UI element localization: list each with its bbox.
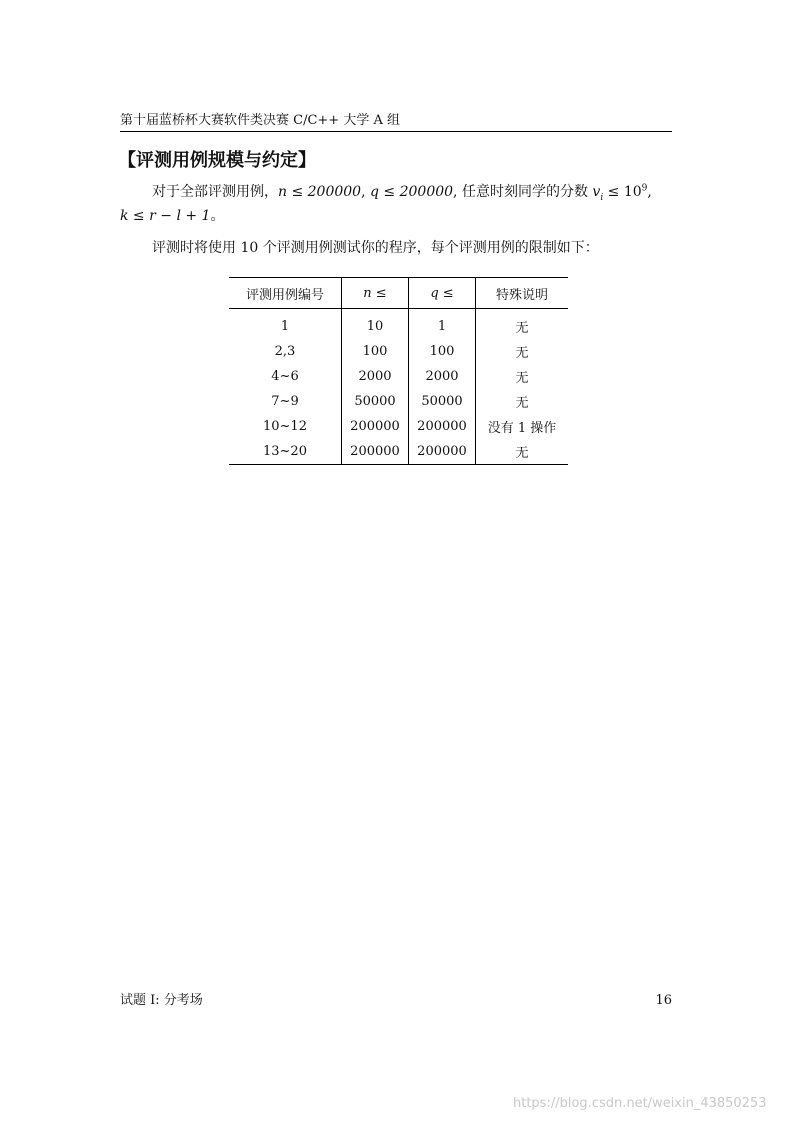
cell-notes: 无 <box>476 364 569 389</box>
table-row <box>229 439 568 465</box>
cell-notes: 无 <box>476 309 569 340</box>
cell-q-limit: 2000 <box>409 364 476 389</box>
table-row <box>229 389 568 414</box>
cell-case-id: 2,3 <box>274 344 296 359</box>
col-n-limit: n ≤ <box>342 278 409 309</box>
col-notes: 特殊说明 <box>476 278 569 309</box>
test-case-limits-table <box>229 277 568 465</box>
cell-case-id: 4~6 <box>271 369 299 384</box>
cell-n-limit: 100 <box>342 339 409 364</box>
v-exponent: 9 <box>641 183 648 194</box>
q-bound: q ≤ 200000 <box>370 184 454 200</box>
k-bound: k ≤ r − l + 1 <box>120 208 211 224</box>
col-q-limit: q ≤ <box>409 278 476 309</box>
v-subscript: i <box>600 192 604 203</box>
para1-sep: , <box>361 184 370 200</box>
cell-case-id: 10~12 <box>263 419 307 434</box>
cell-case-id: 13~20 <box>263 444 307 459</box>
table-row <box>229 309 568 340</box>
cell-n-limit: 2000 <box>342 364 409 389</box>
constraints-paragraph <box>120 180 672 228</box>
section-title: 【评测用例规模与约定】 <box>118 150 316 171</box>
cell-n-limit: 10 <box>342 309 409 340</box>
cell-q-limit: 1 <box>409 309 476 340</box>
cell-n-limit: 50000 <box>342 389 409 414</box>
cell-notes: 无 <box>476 339 569 364</box>
table-header-row <box>229 278 568 309</box>
para1-comma: , <box>647 184 652 200</box>
v-variable: v <box>592 184 601 200</box>
para1-mid: , 任意时刻同学的分数 <box>453 184 593 200</box>
cell-notes: 无 <box>476 439 569 465</box>
cell-case-id: 1 <box>280 319 290 334</box>
cell-notes: 无 <box>476 389 569 414</box>
cell-n-limit: 200000 <box>342 439 409 465</box>
col-case-id: 评测用例编号 <box>229 278 342 309</box>
watermark: https://blog.csdn.net/weixin_43850253 <box>513 1096 767 1111</box>
para1-lead: 对于全部评测用例， <box>152 184 278 200</box>
cell-q-limit: 50000 <box>409 389 476 414</box>
cell-q-limit: 200000 <box>409 439 476 465</box>
test-intro-paragraph: 评测时将使用 10 个评测用例测试你的程序，每个评测用例的限制如下： <box>152 240 599 256</box>
table-row <box>229 414 568 439</box>
cell-q-limit: 200000 <box>409 414 476 439</box>
footer-problem-title: 试题 I: 分考场 <box>120 993 203 1008</box>
v-relation: ≤ 10 <box>603 184 642 200</box>
table-row <box>229 364 568 389</box>
cell-n-limit: 200000 <box>342 414 409 439</box>
cell-case-id: 7~9 <box>271 394 299 409</box>
page-header: 第十届蓝桥杯大赛软件类决赛 C/C++ 大学 A 组 <box>120 113 400 128</box>
table-row <box>229 339 568 364</box>
cell-q-limit: 100 <box>409 339 476 364</box>
header-rule <box>120 131 672 132</box>
n-bound: n ≤ 200000 <box>278 184 362 200</box>
para1-end: 。 <box>210 208 225 224</box>
page-number: 16 <box>655 993 672 1008</box>
cell-notes: 没有 1 操作 <box>476 414 569 439</box>
